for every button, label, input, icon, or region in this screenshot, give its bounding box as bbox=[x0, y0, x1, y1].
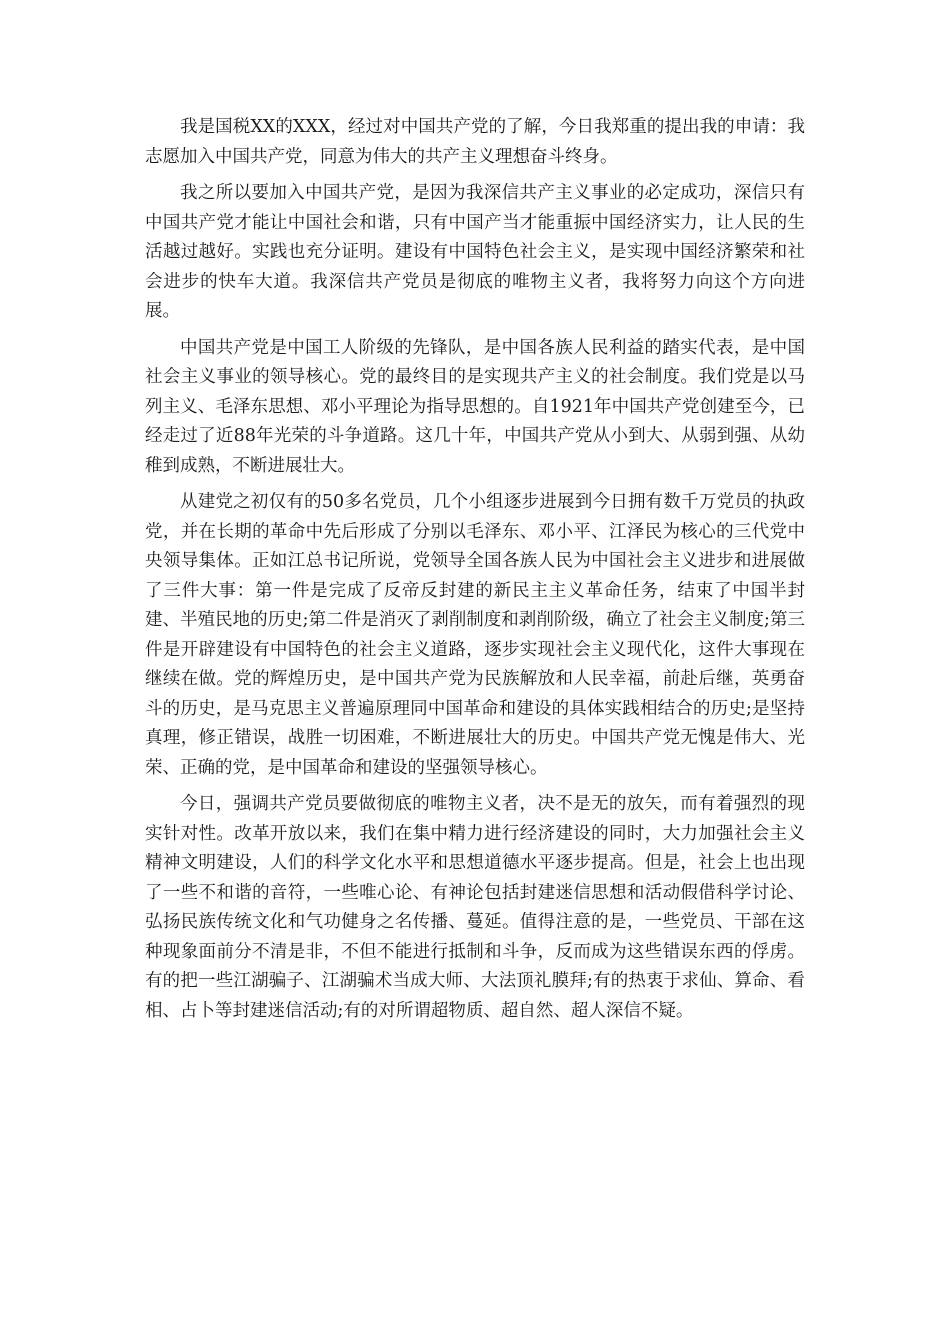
document-body bbox=[145, 113, 805, 1033]
paragraph-5: 今日，强调共产党员要做彻底的唯物主义者，决不是无的放矢，而有着强烈的现实针对性。改革开放以来，我们在集中精力进行经济建设的同时，大力加强社会主义精神文明建设，人们的科学文化水平和思想道德水平逐步提高。但是，社会上也出现了一些不和谐的音符，一些唯心论、有神论包括封建迷信思想和活动假借科学讨论、弘扬民族传统文化和气功健身之名传播、蔓延。值得注意的是，一些党员、干部在这种现象面前分不清是非，不但不能进行抵制和斗争，反而成为这些错误东西的俘虏。有的把一些江湖骗子、江湖骗术当成大师、大法顶礼膜拜;有的热衷于求仙、算命、看相、占卜等封建迷信活动;有的对所谓超物质、超自然、超人深信不疑。 bbox=[145, 794, 805, 1021]
paragraph-4: 从建党之初仅有的50多名党员，几个小组逐步进展到今日拥有数千万党员的执政党，并在长期的革命中先后形成了分别以毛泽东、邓小平、江泽民为核心的三代党中央领导集体。正如江总书记所说，党领导全国各族人民为中国社会主义进步和进展做了三件大事：第一件是完成了反帝反封建的新民主主义革命任务，结束了中国半封建、半殖民地的历史;第二件是消灭了剥削制度和剥削阶级，确立了社会主义制度;第三件是开辟建设有中国特色的社会主义道路，逐步实现社会主义现代化，这件大事现在继续在做。党的辉煌历史，是中国共产党为民族解放和人民幸福，前赴后继，英勇奋斗的历史，是马克思主义普遍原理同中国革命和建设的具体实践相结合的历史;是坚持真理，修正错误，战胜一切困难，不断进展壮大的历史。中国共产党无愧是伟大、光荣、正确的党，是中国革命和建设的坚强领导核心。 bbox=[145, 492, 805, 778]
paragraph-3: 中国共产党是中国工人阶级的先锋队，是中国各族人民利益的踏实代表，是中国社会主义事业的领导核心。党的最终目的是实现共产主义的社会制度。我们党是以马列主义、毛泽东思想、邓小平理论为指导思想的。自1921年中国共产党创建至今，已经走过了近88年光荣的斗争道路。这几十年，中国共产党从小到大、从弱到强、从幼稚到成熟，不断进展壮大。 bbox=[145, 337, 805, 476]
paragraph-2: 我之所以要加入中国共产党，是因为我深信共产主义事业的必定成功，深信只有中国共产党才能让中国社会和谐，只有中国产当才能重振中国经济实力，让人民的生活越过越好。实践也充分证明。建设有中国特色社会主义，是实现中国经济繁荣和社会进步的快车大道。我深信共产党员是彻底的唯物主义者，我将努力向这个方向进展。 bbox=[145, 183, 805, 321]
paragraph-1: 我是国税XX的XXX，经过对中国共产党的了解，今日我郑重的提出我的申请：我志愿加入中国共产党，同意为伟大的共产主义理想奋斗终身。 bbox=[145, 117, 805, 167]
